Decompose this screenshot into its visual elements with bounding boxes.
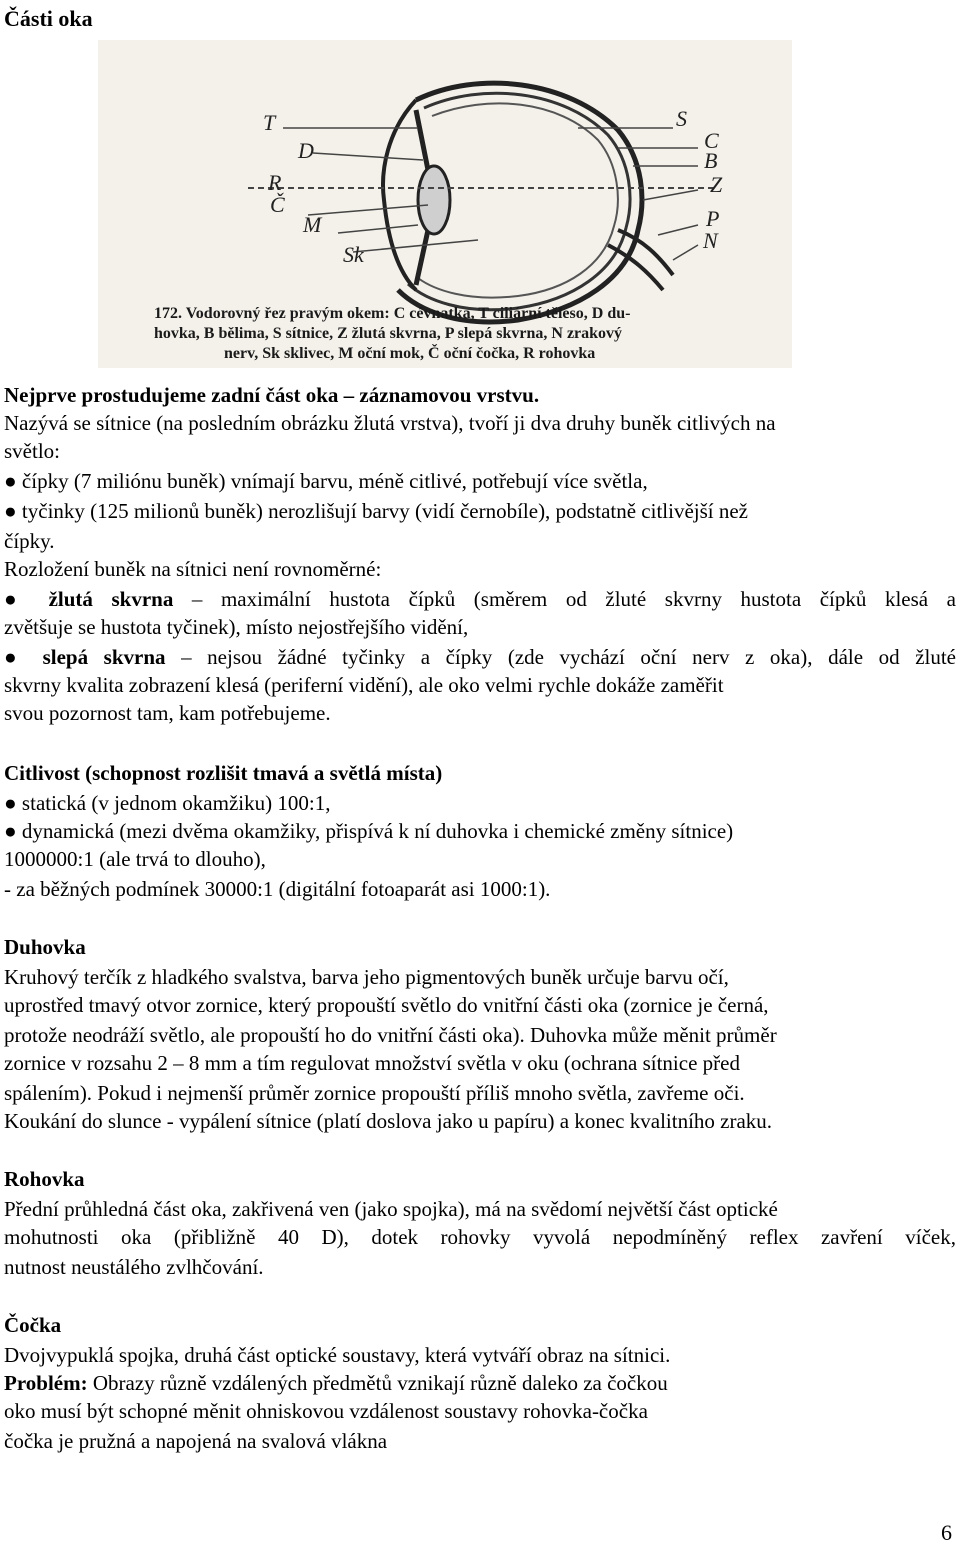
label-C-caron: Č: [270, 192, 285, 217]
figure-caption-line3: nerv, Sk sklivec, M oční mok, Č oční čočka, R rohovka: [224, 345, 596, 362]
list-item-continuation: zvětšuje se hustota tyčinek), místo nejostřejšího vidění,: [4, 615, 469, 639]
retina-text: světlo:: [4, 439, 60, 463]
label-T: T: [263, 110, 276, 135]
label-R: R: [268, 170, 282, 195]
list-item-continuation: svou pozornost tam, kam potřebujeme.: [4, 701, 331, 725]
lens-text: Dvojvypuklá spojka, druhá část optické soustavy, která vytváří obraz na sítnici.: [4, 1343, 671, 1367]
distribution-heading: Rozložení buněk na sítnici není rovnoměrné:: [4, 557, 382, 581]
lens-text: oko musí být schopné měnit ohniskovou vzdálenost soustavy rohovka-čočka: [4, 1399, 648, 1423]
label-M: M: [303, 212, 322, 237]
iris-text: zornice v rozsahu 2 – 8 mm a tím regulovat množství světla v oku (ochrana sítnice před: [4, 1051, 740, 1075]
iris-text: protože neodráží světlo, ale propouští ho do vnitřní části oka). Duhovka může měnit průměr: [4, 1023, 777, 1047]
eye-cross-section-figure: [98, 40, 792, 368]
list-item: ● dynamická (mezi dvěma okamžiky, přispívá k ní duhovka i chemické změny sítnice): [4, 819, 734, 843]
list-item-continuation: čípky.: [4, 529, 55, 553]
list-item-continuation: skvrny kvalita zobrazení klesá (periferní vidění), ale oko velmi rychle dokáže zaměřit: [4, 673, 724, 697]
label-D: D: [298, 138, 314, 163]
page-number: 6: [941, 1520, 952, 1545]
iris-text: Kruhový terčík z hladkého svalstva, barva jeho pigmentových buněk určuje barvu očí,: [4, 965, 729, 989]
list-item: ● žlutá skvrna – maximální hustota čípků (směrem od žluté skvrny hustota čípků klesá a: [4, 587, 956, 611]
label-S: S: [676, 106, 687, 131]
retina-text: Nazývá se sítnice (na posledním obrázku žlutá vrstva), tvoří ji dva druhy buněk citlivých na: [4, 411, 776, 435]
eye-diagram: [98, 40, 792, 368]
list-item-continuation: 1000000:1 (ale trvá to dlouho),: [4, 847, 266, 871]
list-item: ● tyčinky (125 milionů buněk) nerozlišují barvy (vidí černobíle), podstatně citlivější než: [4, 499, 749, 523]
figure-caption-line1: 172. Vodorovný řez pravým okem: C cévnatka, T ciliární těleso, D du-: [154, 305, 631, 322]
list-item: - za běžných podmínek 30000:1 (digitální fotoaparát asi 1000:1).: [4, 877, 551, 901]
cornea-text: nutnost neustálého zvlhčování.: [4, 1255, 264, 1279]
term-yellow-spot: žlutá skvrna: [48, 587, 174, 611]
list-item: ● statická (v jednom okamžiku) 100:1,: [4, 791, 331, 815]
label-P: P: [706, 206, 720, 231]
iris-text: uprostřed tmavý otvor zornice, který propouští světlo do vnitřní části oka (zornice je černá,: [4, 993, 769, 1017]
retina-heading: Nejprve prostudujeme zadní část oka – záznamovou vrstvu.: [4, 383, 540, 407]
problem-label: Problém:: [4, 1371, 88, 1395]
sensitivity-heading: Citlivost (schopnost rozlišit tmavá a světlá místa): [4, 761, 443, 785]
lens-problem: Problém: Obrazy různě vzdálených předmětů vznikají různě daleko za čočkou: [4, 1371, 668, 1395]
iris-heading: Duhovka: [4, 935, 86, 959]
label-N: N: [703, 228, 718, 253]
figure-caption-line2: hovka, B bělima, S sítnice, Z žlutá skvrna, P slepá skvrna, N zrakový: [154, 325, 623, 342]
cornea-text: Přední průhledná část oka, zakřivená ven (jako spojka), má na svědomí největší část optické: [4, 1197, 778, 1221]
lens-heading: Čočka: [4, 1313, 62, 1337]
list-item: ● čípky (7 miliónu buněk) vnímají barvu, méně citlivé, potřebují více světla,: [4, 469, 648, 493]
cornea-heading: Rohovka: [4, 1167, 85, 1191]
label-Z: Z: [710, 172, 723, 197]
cornea-text: mohutnosti oka (přibližně 40 D), dotek rohovky vyvolá nepodmíněný reflex zavření víček,: [4, 1225, 956, 1249]
label-Sk: Sk: [343, 242, 364, 267]
page-title: Části oka: [4, 6, 93, 31]
label-C: C: [704, 128, 719, 153]
iris-text: Koukání do slunce - vypálení sítnice (platí doslova jako u papíru) a konec kvalitního zraku.: [4, 1109, 773, 1133]
lens-text: čočka je pružná a napojená na svalová vlákna: [4, 1429, 388, 1453]
iris-text: spálením). Pokud i nejmenší průměr zornice propouští příliš mnoho světla, zavřeme oči.: [4, 1081, 745, 1105]
term-blind-spot: slepá skvrna: [42, 645, 166, 669]
list-item: ● slepá skvrna – nejsou žádné tyčinky a čípky (zde vychází oční nerv z oka), dále od žluté: [4, 645, 957, 669]
label-B: B: [704, 148, 718, 173]
